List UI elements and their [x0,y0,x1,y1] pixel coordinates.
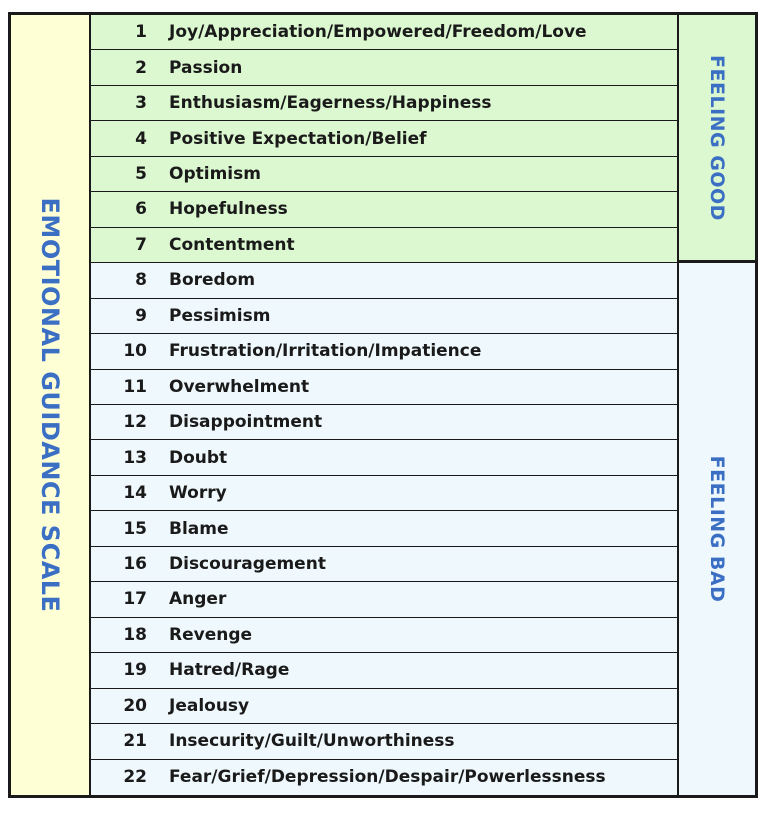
row-number: 22 [123,767,147,788]
title-column [11,15,91,795]
row-number: 6 [135,199,147,220]
feeling-bad-label: FEELING BAD [706,455,728,603]
row-label: Revenge [169,624,253,645]
emotion-row [91,263,677,298]
emotion-row [91,405,677,440]
emotion-row [91,618,677,653]
row-number: 5 [135,164,147,185]
row-label: Fear/Grief/Depression/Despair/Powerlessness [169,767,606,788]
emotion-row [91,192,677,227]
row-label: Contentment [169,234,295,255]
emotion-rows [91,15,677,795]
row-label: Doubt [169,447,228,468]
emotion-row [91,157,677,192]
row-label: Boredom [169,270,256,291]
row-label: Anger [169,589,227,610]
emotion-row [91,547,677,582]
row-label: Positive Expectation/Belief [169,128,427,149]
emotion-row [91,476,677,511]
emotion-row [91,228,677,263]
row-number: 3 [135,93,147,114]
emotion-row [91,121,677,156]
feeling-good-section [679,15,755,263]
row-label: Hopefulness [169,199,288,220]
scale-title: EMOTIONAL GUIDANCE SCALE [36,197,64,613]
row-number: 11 [123,376,147,397]
emotion-row [91,511,677,546]
row-number: 16 [123,554,147,575]
row-label: Joy/Appreciation/Empowered/Freedom/Love [169,22,587,43]
row-number: 9 [135,305,147,326]
row-label: Hatred/Rage [169,660,290,681]
row-label: Enthusiasm/Eagerness/Happiness [169,93,492,114]
row-number: 12 [123,412,147,433]
row-label: Pessimism [169,305,271,326]
emotion-row [91,689,677,724]
row-number: 13 [123,447,147,468]
emotion-row [91,299,677,334]
row-label: Passion [169,57,243,78]
emotion-row [91,86,677,121]
row-number: 7 [135,234,147,255]
row-label: Jealousy [169,695,250,716]
row-label: Disappointment [169,412,323,433]
emotion-row [91,760,677,795]
row-number: 19 [123,660,147,681]
row-label: Blame [169,518,229,539]
row-number: 15 [123,518,147,539]
emotion-row [91,440,677,475]
feeling-bad-section [679,263,755,795]
row-label: Worry [169,483,227,504]
emotion-row [91,582,677,617]
row-label: Discouragement [169,554,326,575]
row-number: 1 [135,22,147,43]
emotion-row [91,724,677,759]
section-column [677,15,755,795]
row-number: 17 [123,589,147,610]
emotion-row [91,653,677,688]
emotion-row [91,15,677,50]
row-number: 21 [123,731,147,752]
scale-table [8,12,758,798]
row-number: 8 [135,270,147,291]
emotion-row [91,370,677,405]
row-label: Overwhelment [169,376,310,397]
row-number: 10 [123,341,147,362]
row-number: 20 [123,695,147,716]
emotion-row [91,334,677,369]
row-label: Insecurity/Guilt/Unworthiness [169,731,455,752]
row-number: 14 [123,483,147,504]
row-number: 2 [135,57,147,78]
row-label: Frustration/Irritation/Impatience [169,341,482,362]
row-number: 4 [135,128,147,149]
feeling-good-label: FEELING GOOD [706,54,728,221]
emotion-row [91,50,677,85]
row-label: Optimism [169,164,261,185]
row-number: 18 [123,624,147,645]
